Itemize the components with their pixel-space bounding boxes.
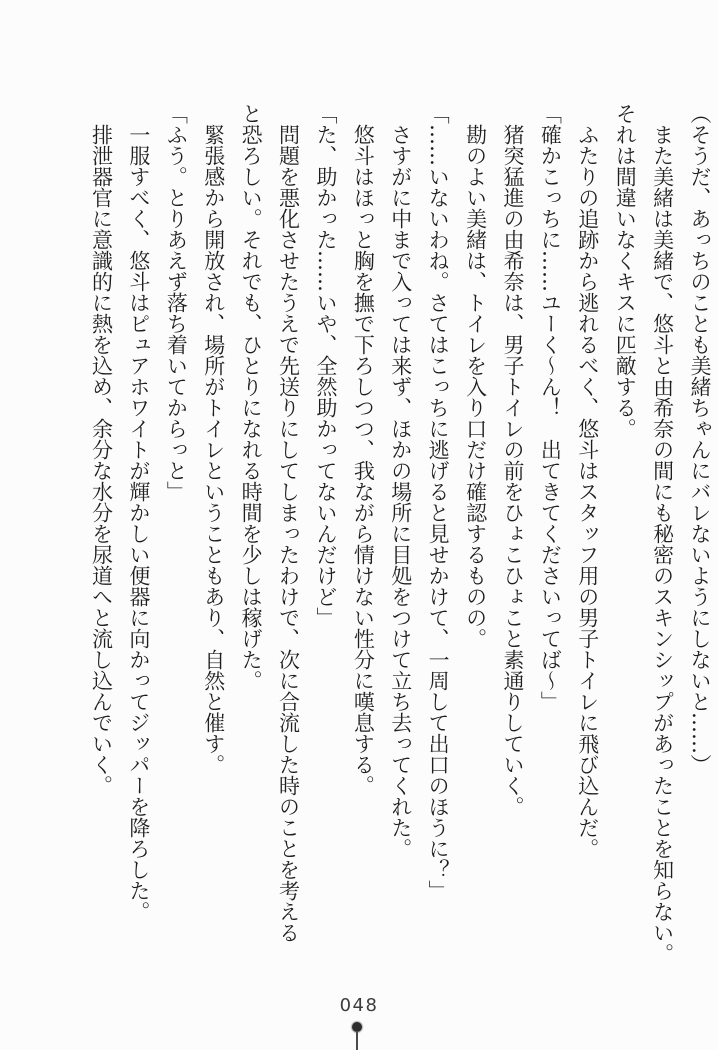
text-column: 問題を悪化させたうえで先送りにしてしまったわけで、次に合流した時のことを考える xyxy=(276,103,301,943)
page-number: 048 xyxy=(339,995,379,1016)
text-column: それは間違いなくキスに匹敵する。 xyxy=(613,103,638,439)
text-column: 悠斗はほっと胸を撫で下ろしつつ、我ながら情けない性分に嘆息する。 xyxy=(351,103,376,796)
text-column: 「確かこっちに……ユーく～ん！ 出てきてくださいってば～」 xyxy=(538,103,563,712)
text-column: 「た、助かった……いや、全然助かってないんだけど」 xyxy=(313,103,338,628)
text-column: 排泄器官に意識的に熱を込め、余分な水分を尿道へと流し込んでいく。 xyxy=(89,103,114,796)
text-area xyxy=(82,103,718,1008)
text-column: 「ふう。とりあえず落ち着いてからっと」 xyxy=(164,103,189,502)
text-column: ふたりの追跡から逃れるべく、悠斗はスタッフ用の男子トイレに飛び込んだ。 xyxy=(575,103,600,859)
text-column: 猪突猛進の由希奈は、男子トイレの前をひょこひょこと素通りしていく。 xyxy=(500,103,525,817)
text-column: と恐ろしい。それでも、ひとりになれる時間を少しは稼げた。 xyxy=(239,103,264,691)
page-marker-line xyxy=(356,1031,358,1050)
text-column: さすがに中まで入っては来ず、ほかの場所に目処をつけて立ち去ってくれた。 xyxy=(388,103,413,859)
text-column: 緊張感から開放され、場所がトイレということもあり、自然と催す。 xyxy=(201,103,226,775)
text-column: 「……いないわね。さてはこっちに逃げると見せかけて、一周して出口のほうに？」 xyxy=(426,103,451,901)
text-column: また美緒は美緒で、悠斗と由希奈の間にも秘密のスキンシップがあったことを知らない。 xyxy=(650,103,675,964)
text-column: （そうだ、あっちのことも美緒ちゃんにバレないようにしないと……） xyxy=(688,103,712,775)
text-column: 勘のよい美緒は、トイレを入り口だけ確認するものの。 xyxy=(463,103,488,649)
text-column: 一服すべく、悠斗はピュアホワイトが輝かしい便器に向かってジッパーを降ろした。 xyxy=(126,103,151,922)
